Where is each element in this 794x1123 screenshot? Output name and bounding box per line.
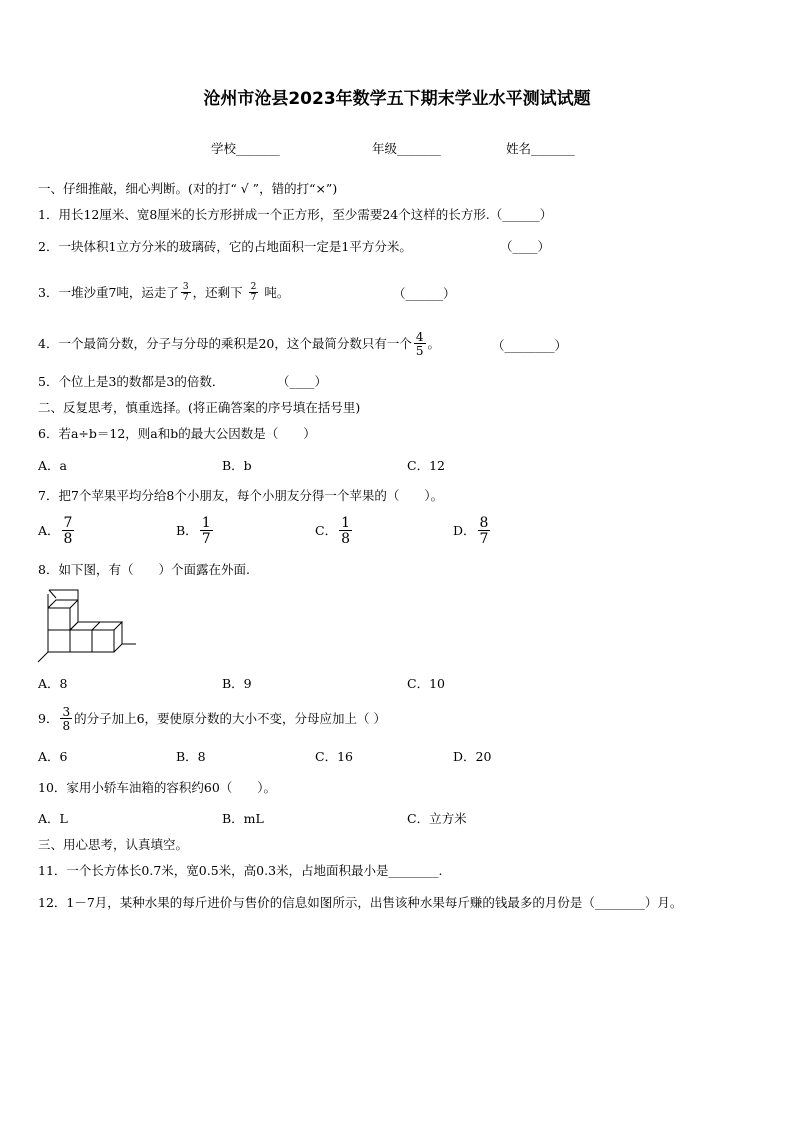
question-3-blank[interactable]: （______） — [393, 286, 456, 301]
fraction-3-8: $\frac{3}{8}$ — [62, 705, 71, 733]
question-5: 5．个位上是3的数都是3的倍数． — [38, 374, 225, 389]
page-title: 沧州市沧县2023年数学五下期末学业水平测试试题 — [203, 89, 591, 109]
question-11: 11．一个长方体长0.7米，宽0.5米，高0.3米，占地面积最小是________. — [38, 863, 443, 878]
question-6-option-b[interactable]: B．b — [222, 458, 252, 473]
question-3-text-c: 吨。 — [264, 284, 290, 300]
question-1: 1．用长12厘米、宽8厘米的长方形拼成一个正方形，至少需要24个这样的长方形.（______） — [38, 207, 553, 222]
fraction-4-5: $\frac{4}{5}$ — [415, 330, 424, 358]
question-4-blank[interactable]: （________） — [492, 338, 568, 353]
question-3 — [38, 283, 289, 303]
section-heading-3: 三、用心思考，认真填空。 — [38, 837, 189, 852]
question-7-option-a[interactable]: A． $\frac{7}{8}$ — [38, 515, 73, 547]
fraction-8-7: $\frac{8}{7}$ — [479, 515, 489, 547]
section-heading-1: 一、仔细推敲，细心判断。(对的打“ √ ”，错的打“×”) — [38, 181, 338, 196]
question-4-text-a: 4．一个最简分数，分子与分母的乘积是20，这个最简分数只有一个 — [38, 335, 412, 351]
question-10-option-b[interactable]: B．mL — [222, 811, 264, 826]
question-9 — [38, 706, 386, 732]
fraction-3-7: $\frac{3}{7}$ — [182, 282, 189, 303]
grade-field[interactable]: 年级_______ — [372, 141, 441, 156]
question-5-blank[interactable]: （____） — [277, 374, 328, 389]
name-field[interactable]: 姓名_______ — [506, 141, 575, 156]
question-6: 6．若a÷b＝12，则a和b的最大公因数是（ ） — [38, 426, 316, 441]
question-8-option-a[interactable]: A．8 — [38, 676, 68, 691]
question-2-blank[interactable]: （____） — [500, 239, 551, 254]
fraction-1-7: $\frac{1}{7}$ — [201, 515, 211, 547]
question-6-option-c[interactable]: C．12 — [407, 458, 445, 473]
fraction-7-8: $\frac{7}{8}$ — [63, 515, 73, 547]
question-9-option-c[interactable]: C．16 — [315, 749, 353, 764]
question-9-text-b: 的分子加上6，要使原分数的大小不变，分母应加上（ ） — [74, 710, 387, 726]
question-9-option-b[interactable]: B．8 — [176, 749, 206, 764]
question-9-option-d[interactable]: D．20 — [453, 749, 492, 764]
question-7-option-c[interactable]: C． $\frac{1}{8}$ — [315, 515, 350, 547]
question-9-text-a: 9． — [38, 710, 59, 726]
cube-stack-figure — [36, 588, 140, 666]
question-7-option-b[interactable]: B． $\frac{1}{7}$ — [176, 515, 211, 547]
school-field[interactable]: 学校_______ — [211, 141, 280, 156]
question-7: 7．把7个苹果平均分给8个小朋友，每个小朋友分得一个苹果的（ ）。 — [38, 488, 444, 503]
question-4 — [38, 331, 440, 357]
fraction-1-8: $\frac{1}{8}$ — [341, 515, 350, 547]
question-4-text-b: 。 — [427, 335, 441, 351]
question-2: 2．一块体积1立方分米的玻璃砖，它的占地面积一定是1平方分米。 — [38, 239, 412, 254]
question-6-option-a[interactable]: A．a — [38, 458, 67, 473]
fraction-2-7: $\frac{2}{7}$ — [250, 282, 257, 303]
question-8-option-c[interactable]: C．10 — [407, 676, 445, 691]
question-9-option-a[interactable]: A．6 — [38, 749, 68, 764]
question-10-option-a[interactable]: A．L — [38, 811, 68, 826]
question-3-text-b: ，还剩下 — [192, 284, 243, 300]
section-heading-2: 二、反复思考，慎重选择。(将正确答案的序号填在括号里) — [38, 400, 361, 415]
question-10-option-c[interactable]: C．立方米 — [407, 811, 467, 826]
question-12: 12．1－7月，某种水果的每斤进价与售价的信息如图所示，出售该种水果每斤赚的钱最多的月份是（________）月。 — [38, 895, 683, 910]
question-7-option-d[interactable]: D． $\frac{8}{7}$ — [453, 515, 489, 547]
question-8: 8．如下图，有（ ）个面露在外面. — [38, 562, 250, 577]
question-8-option-b[interactable]: B．9 — [222, 676, 252, 691]
question-10: 10．家用小轿车油箱的容积约60（ ）。 — [38, 780, 277, 795]
question-3-text-a: 3．一堆沙重7吨，运走了 — [38, 284, 179, 300]
